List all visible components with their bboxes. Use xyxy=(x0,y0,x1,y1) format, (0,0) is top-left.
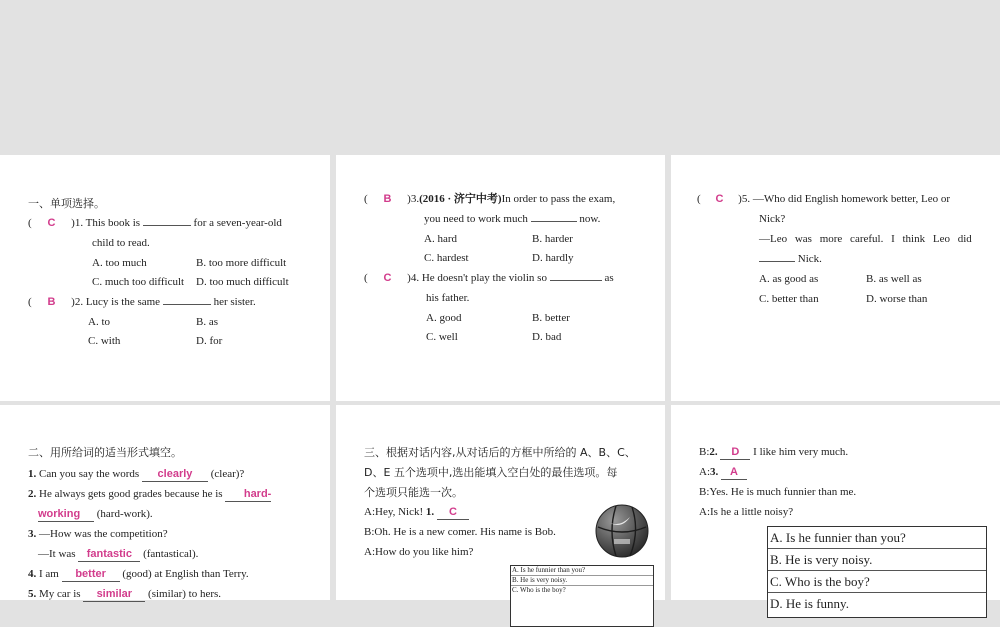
fill-answer-3: fantastic xyxy=(78,547,140,562)
answer-q4: C xyxy=(383,272,392,284)
q4-option-c: C. well xyxy=(426,331,458,343)
q3-option-c: C. hardest xyxy=(424,252,469,264)
q1-option-a: A. too much xyxy=(92,257,147,269)
small-option-b: B. He is very noisy. xyxy=(511,575,653,585)
dialogue-line-b3: B:Yes. He is much funnier than me. xyxy=(699,486,857,498)
fill-answer-1: clearly xyxy=(142,467,208,482)
q4-option-b: B. better xyxy=(532,312,570,324)
q2-option-b: B. as xyxy=(196,316,218,328)
section-3-line2: D、E 五个选项中,选出能填入空白处的最佳选项。每 xyxy=(364,466,618,479)
dialogue-line-a1: A:Hey, Nick! 1. C xyxy=(364,505,469,520)
section-title-2: 二、用所给词的适当形式填空。 xyxy=(28,446,182,459)
question-3: ( B )3.(2016 · 济宁中考)In order to pass the exam, xyxy=(364,193,616,205)
panel-single-choice-3 xyxy=(671,155,1000,401)
section-3-line1: 三、根据对话内容,从对话后的方框中所给的 A、B、C、 xyxy=(364,446,636,459)
panel-fill-in-words xyxy=(0,405,330,600)
fill-question-3: 3. —How was the competition? xyxy=(28,528,168,540)
options-box xyxy=(767,526,987,618)
options-box-small xyxy=(510,565,654,627)
q2-option-c: C. with xyxy=(88,335,121,347)
panel-single-choice-1 xyxy=(0,155,330,401)
fill-question-4: 4. I am better (good) at English than Terry. xyxy=(28,568,249,580)
answer-q5: C xyxy=(715,193,724,205)
q5-option-b: B. as well as xyxy=(866,273,922,285)
section-3-line3: 个选项只能选一次。 xyxy=(364,486,463,499)
option-a: A. Is he funnier than you? xyxy=(770,530,906,545)
question-2: ( B )2. Lucy is the same her sister. xyxy=(28,296,256,308)
question-4: ( C )4. He doesn't play the violin so as xyxy=(364,272,614,284)
small-option-c: C. Who is the boy? xyxy=(511,585,653,595)
fill-answer-4: better xyxy=(62,567,120,582)
fill-question-3-line2: —It was fantastic (fantastical). xyxy=(38,548,199,560)
panel-dialogue-2 xyxy=(671,405,1000,611)
panel-single-choice-2 xyxy=(336,155,665,401)
q1-option-b: B. too more difficult xyxy=(196,257,287,269)
question-1-line2: child to read. xyxy=(92,237,150,249)
q5-option-d: D. worse than xyxy=(866,293,928,305)
q3-option-b: B. harder xyxy=(532,233,573,245)
panel-dialogue-1 xyxy=(336,405,665,600)
fill-question-2: 2. He always gets good grades because he is hard- xyxy=(28,488,272,500)
answer-q3: B xyxy=(383,193,392,205)
dialogue-answer-3: A xyxy=(721,465,747,480)
q2-option-a: A. to xyxy=(88,316,110,328)
question-3-line2: you need to work much now. xyxy=(424,213,601,225)
q2-option-d: D. for xyxy=(196,335,223,347)
question-5-line2: Nick? xyxy=(759,213,786,225)
option-d: D. He is funny. xyxy=(768,592,986,614)
dialogue-answer-2: D xyxy=(720,445,750,460)
question-5: ( C )5. —Who did English homework better, Leo or xyxy=(697,193,951,205)
question-5-line4: Nick. xyxy=(759,252,822,266)
basketball-image xyxy=(594,503,650,559)
fill-question-1: 1. Can you say the words clearly (clear)? xyxy=(28,468,245,480)
option-b: B. He is very noisy. xyxy=(768,548,986,570)
answer-q2: B xyxy=(47,296,56,308)
question-4-line2: his father. xyxy=(426,292,470,304)
q3-option-a: A. hard xyxy=(424,233,457,245)
dialogue-line-a2: A:How do you like him? xyxy=(364,546,474,558)
dialogue-line-a3: A:3. A xyxy=(699,465,747,480)
q5-option-c: C. better than xyxy=(759,293,819,305)
q4-option-a: A. good xyxy=(426,312,462,324)
dialogue-line-b1: B:Oh. He is a new comer. His name is Bob. xyxy=(364,526,556,538)
fill-question-2-line2: working (hard-work). xyxy=(38,508,153,520)
q4-option-d: D. bad xyxy=(532,331,562,343)
small-option-a: A. Is he funnier than you? xyxy=(512,566,586,574)
fill-answer-2a: hard- xyxy=(225,487,271,502)
dialogue-answer-1: C xyxy=(437,505,469,520)
answer-q1: C xyxy=(47,217,56,229)
q3-option-d: D. hardly xyxy=(532,252,574,264)
section-title-1: 一、单项选择。 xyxy=(28,197,105,210)
fill-answer-5: similar xyxy=(83,587,145,602)
fill-answer-2b: working xyxy=(38,507,94,522)
q1-option-d: D. too much difficult xyxy=(196,276,289,288)
q5-option-a: A. as good as xyxy=(759,273,819,285)
dialogue-line-b2: B:2. D I like him very much. xyxy=(699,446,849,458)
q1-option-c: C. much too difficult xyxy=(92,276,185,288)
option-c: C. Who is the boy? xyxy=(768,570,986,592)
dialogue-line-a4: A:Is he a little noisy? xyxy=(699,506,794,518)
question-5-line3: —Leo was more careful. I think Leo did xyxy=(759,233,972,245)
question-1: ( C )1. This book is for a seven-year-old xyxy=(28,217,282,229)
fill-question-5: 5. My car is similar (similar) to hers. xyxy=(28,588,222,600)
